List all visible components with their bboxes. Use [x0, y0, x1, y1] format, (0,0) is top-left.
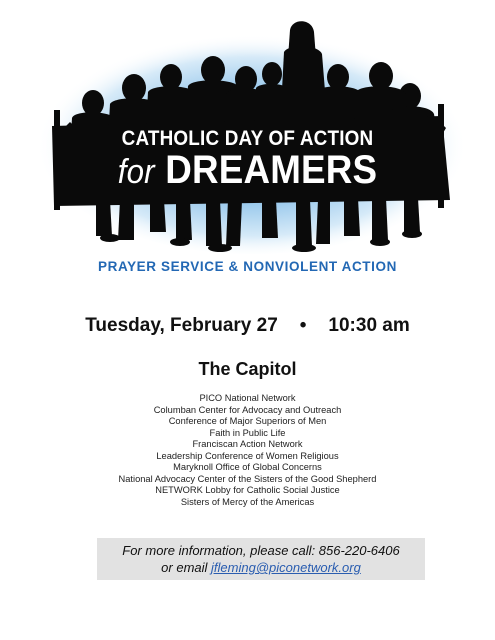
contact-email-line — [97, 559, 425, 576]
sponsor-organization: Faith in Public Life — [209, 427, 286, 438]
contact-email-prefix: or email — [161, 560, 208, 575]
contact-info-box — [97, 538, 425, 580]
banner-title-dreamers: DREAMERS — [165, 148, 378, 192]
banner-title-line1: CATHOLIC DAY OF ACTION — [121, 127, 374, 150]
contact-phone-line: For more information, please call: 856-220-6406 — [122, 543, 400, 558]
event-venue: The Capitol — [198, 359, 297, 379]
sponsor-organization: Columban Center for Advocacy and Outreach — [153, 404, 342, 415]
sponsor-organization: NETWORK Lobby for Catholic Social Justice — [155, 485, 340, 495]
sponsor-organization: Maryknoll Office of Global Concerns — [173, 462, 322, 472]
sponsor-organization: Conference of Major Superiors of Men — [168, 416, 327, 426]
sponsor-organizations-list — [0, 393, 495, 508]
banner-title-line2 — [20, 148, 475, 194]
event-date: Tuesday, February 27 — [85, 315, 278, 336]
event-date-time — [0, 315, 495, 337]
sponsor-organization: Sisters of Mercy of the Americas — [180, 496, 315, 507]
hero-graphic — [0, 0, 495, 260]
banner-title-for: for — [117, 153, 155, 191]
sponsor-organization: Leadership Conference of Women Religious — [156, 450, 339, 461]
sponsor-organization: National Advocacy Center of the Sisters of the Good Shepherd — [118, 473, 377, 484]
event-time: 10:30 am — [328, 315, 410, 336]
event-subtitle: PRAYER SERVICE & NONVIOLENT ACTION — [98, 259, 397, 274]
event-separator: • — [299, 315, 307, 336]
sponsor-organization: Franciscan Action Network — [192, 439, 303, 449]
sponsor-organization: PICO National Network — [199, 393, 296, 403]
contact-email-link[interactable]: jfleming@piconetwork.org — [211, 560, 361, 575]
